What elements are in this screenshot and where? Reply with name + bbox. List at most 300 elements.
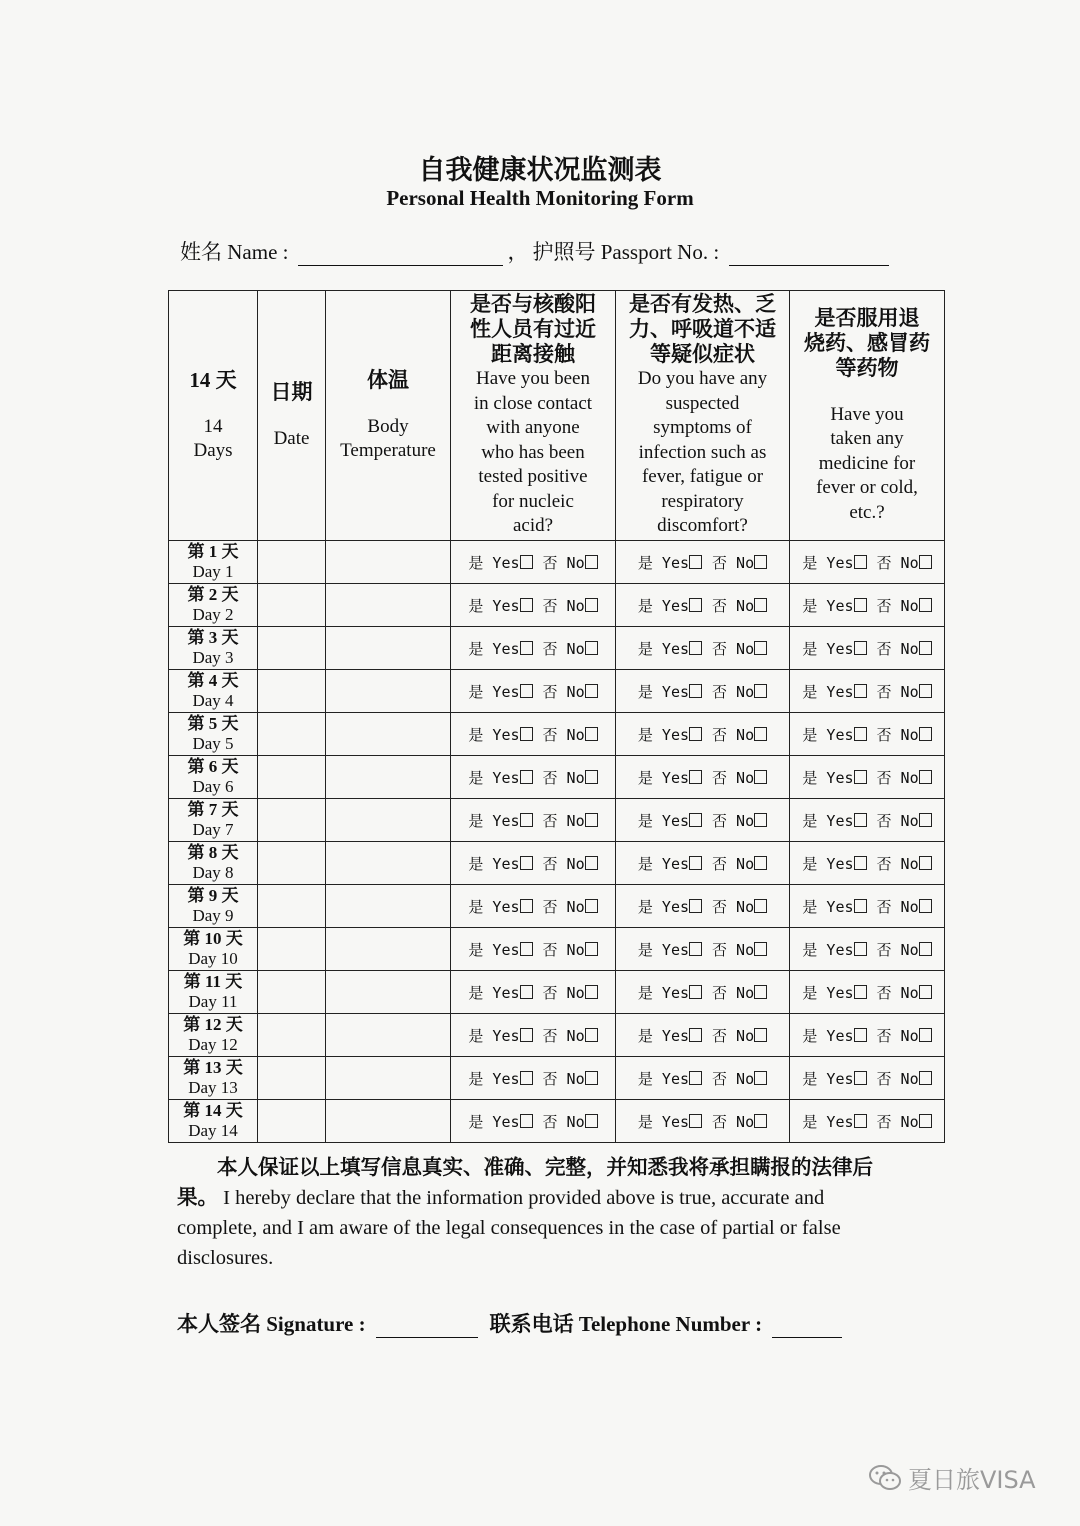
yes-label: 是 Yes [637,553,690,572]
date-cell[interactable] [258,1100,326,1143]
date-cell[interactable] [258,756,326,799]
day-label-cn: 第 11 天 [183,972,243,991]
symptoms-answer-cell [616,713,790,756]
header-cn: 是否服用退 烧药、感冒药 等药物 [804,305,930,380]
passport-label: 护照号 Passport No. : [532,240,720,264]
yes-checkbox[interactable] [854,856,867,870]
yes-checkbox[interactable] [520,942,533,956]
name-field[interactable] [298,241,503,266]
yes-checkbox[interactable] [854,598,867,612]
contact-answer-cell [451,756,616,799]
yes-label: 是 Yes [802,811,854,830]
no-checkbox[interactable] [754,1114,767,1128]
no-checkbox[interactable] [919,813,932,827]
yes-label: 是 Yes [468,768,520,787]
yes-label: 是 Yes [637,897,690,916]
temperature-cell[interactable] [326,541,451,584]
no-checkbox[interactable] [585,555,598,569]
day-label-cn: 第 6 天 [187,757,239,776]
day-label-cn: 第 5 天 [187,714,239,733]
day-label-cn: 第 2 天 [187,585,239,604]
medicine-answer-cell [790,713,945,756]
medicine-answer-cell [790,1014,945,1057]
no-label: 否 No [542,897,585,916]
header-cn: 是否与核酸阳 性人员有过近 距离接触 [470,292,596,367]
yes-label: 是 Yes [637,1026,690,1045]
no-label: 否 No [712,854,755,873]
yes-checkbox[interactable] [854,727,867,741]
yes-label: 是 Yes [637,940,690,959]
no-label: 否 No [712,1069,755,1088]
no-label: 否 No [542,768,585,787]
header-row [169,291,945,541]
temperature-cell[interactable] [326,799,451,842]
yes-checkbox[interactable] [854,684,867,698]
header-cn: 日期 [270,379,313,404]
yes-label: 是 Yes [802,854,854,873]
header-en: Body Temperature [340,415,436,461]
yes-checkbox[interactable] [520,1114,533,1128]
day-cell [169,627,258,670]
contact-answer-cell [451,842,616,885]
no-checkbox[interactable] [919,1114,932,1128]
temperature-cell[interactable] [326,756,451,799]
no-label: 否 No [876,725,919,744]
symptoms-answer-cell [616,842,790,885]
no-checkbox[interactable] [754,985,767,999]
no-checkbox[interactable] [754,727,767,741]
date-cell[interactable] [258,842,326,885]
symptoms-answer-cell [616,928,790,971]
no-label: 否 No [712,725,755,744]
table-row [169,756,945,799]
yes-checkbox[interactable] [854,899,867,913]
no-checkbox[interactable] [585,813,598,827]
no-checkbox[interactable] [919,942,932,956]
day-label-en: Day 11 [188,992,238,1011]
header-cell-0 [169,291,258,541]
yes-label: 是 Yes [802,596,854,615]
no-label: 否 No [876,983,919,1002]
day-cell [169,670,258,713]
yes-checkbox[interactable] [689,727,702,741]
date-cell[interactable] [258,713,326,756]
yes-checkbox[interactable] [689,555,702,569]
no-checkbox[interactable] [754,813,767,827]
temperature-cell[interactable] [326,584,451,627]
contact-answer-cell [451,670,616,713]
phone-field[interactable] [772,1313,842,1338]
table-row [169,1100,945,1143]
no-label: 否 No [876,1069,919,1088]
no-checkbox[interactable] [585,899,598,913]
separator: ， [507,240,529,264]
no-checkbox[interactable] [585,856,598,870]
day-cell [169,713,258,756]
day-cell [169,928,258,971]
symptoms-answer-cell [616,670,790,713]
no-checkbox[interactable] [585,641,598,655]
no-checkbox[interactable] [585,1028,598,1042]
yes-label: 是 Yes [802,1112,854,1131]
no-label: 否 No [712,639,755,658]
yes-checkbox[interactable] [854,813,867,827]
yes-checkbox[interactable] [854,555,867,569]
medicine-answer-cell [790,1057,945,1100]
no-checkbox[interactable] [585,942,598,956]
yes-label: 是 Yes [802,682,854,701]
no-checkbox[interactable] [754,770,767,784]
yes-label: 是 Yes [468,854,520,873]
table-row [169,627,945,670]
no-label: 否 No [876,768,919,787]
no-label: 否 No [876,682,919,701]
symptoms-answer-cell [616,885,790,928]
yes-checkbox[interactable] [689,1114,702,1128]
header-en: 14 Days [193,415,233,461]
yes-label: 是 Yes [468,897,520,916]
no-label: 否 No [542,1069,585,1088]
no-checkbox[interactable] [919,899,932,913]
yes-label: 是 Yes [637,983,690,1002]
day-label-en: Day 9 [192,906,234,925]
day-label-en: Day 12 [188,1035,238,1054]
contact-answer-cell [451,584,616,627]
no-checkbox[interactable] [919,1028,932,1042]
table-row [169,885,945,928]
day-label-en: Day 4 [192,691,234,710]
yes-checkbox[interactable] [689,899,702,913]
medicine-answer-cell [790,842,945,885]
day-cell [169,756,258,799]
no-label: 否 No [876,854,919,873]
day-cell [169,842,258,885]
yes-checkbox[interactable] [689,813,702,827]
no-checkbox[interactable] [754,684,767,698]
yes-checkbox[interactable] [520,985,533,999]
temperature-cell[interactable] [326,713,451,756]
day-label-en: Day 1 [192,562,234,581]
no-label: 否 No [542,553,585,572]
no-label: 否 No [876,940,919,959]
declaration [177,1153,907,1273]
temperature-cell[interactable] [326,885,451,928]
no-checkbox[interactable] [754,1071,767,1085]
yes-label: 是 Yes [637,639,690,658]
medicine-answer-cell [790,670,945,713]
day-label-en: Day 14 [188,1121,238,1140]
no-label: 否 No [712,1112,755,1131]
day-cell [169,1100,258,1143]
yes-checkbox[interactable] [689,598,702,612]
no-checkbox[interactable] [754,942,767,956]
symptoms-answer-cell [616,799,790,842]
date-cell[interactable] [258,928,326,971]
yes-checkbox[interactable] [854,770,867,784]
no-label: 否 No [712,940,755,959]
date-cell[interactable] [258,584,326,627]
no-label: 否 No [542,1112,585,1131]
yes-checkbox[interactable] [520,727,533,741]
signature-line [177,1308,897,1338]
yes-label: 是 Yes [468,811,520,830]
no-label: 否 No [542,940,585,959]
medicine-answer-cell [790,971,945,1014]
no-label: 否 No [542,682,585,701]
yes-label: 是 Yes [802,639,854,658]
symptoms-answer-cell [616,971,790,1014]
table-row [169,670,945,713]
medicine-answer-cell [790,627,945,670]
day-label-cn: 第 8 天 [187,843,239,862]
header-cell-2 [326,291,451,541]
date-cell[interactable] [258,799,326,842]
yes-checkbox[interactable] [520,1028,533,1042]
declaration-en: I hereby declare that the information provided above is true, accurate and complete, and I am aware of the legal consequences in the case of partial or false disclosures. [177,1187,841,1269]
yes-checkbox[interactable] [689,684,702,698]
medicine-answer-cell [790,928,945,971]
day-label-cn: 第 7 天 [187,800,239,819]
yes-checkbox[interactable] [689,1028,702,1042]
yes-checkbox[interactable] [520,813,533,827]
symptoms-answer-cell [616,627,790,670]
contact-answer-cell [451,1014,616,1057]
yes-checkbox[interactable] [854,942,867,956]
no-checkbox[interactable] [585,1071,598,1085]
no-label: 否 No [876,596,919,615]
day-cell [169,1014,258,1057]
header-cell-4 [616,291,790,541]
table-row [169,928,945,971]
day-cell [169,971,258,1014]
medicine-answer-cell [790,1100,945,1143]
no-checkbox[interactable] [754,856,767,870]
day-label-cn: 第 9 天 [187,886,239,905]
day-label-en: Day 3 [192,648,234,667]
header-en: Date [273,427,310,449]
watermark-text: 夏日旅VISA [908,1466,1036,1494]
day-label-en: Day 6 [192,777,234,796]
header-en: Have you taken any medicine for fever or cold, etc.? [816,403,918,523]
no-checkbox[interactable] [919,985,932,999]
no-checkbox[interactable] [585,985,598,999]
day-cell [169,541,258,584]
day-label-cn: 第 13 天 [183,1058,243,1077]
day-cell [169,885,258,928]
no-checkbox[interactable] [754,641,767,655]
table-body [169,541,945,1143]
temperature-cell[interactable] [326,627,451,670]
no-checkbox[interactable] [754,555,767,569]
yes-label: 是 Yes [468,1112,520,1131]
yes-checkbox[interactable] [520,641,533,655]
no-checkbox[interactable] [919,555,932,569]
yes-label: 是 Yes [802,897,854,916]
temperature-cell[interactable] [326,842,451,885]
yes-checkbox[interactable] [689,770,702,784]
no-checkbox[interactable] [585,770,598,784]
medicine-answer-cell [790,885,945,928]
yes-checkbox[interactable] [854,641,867,655]
yes-checkbox[interactable] [689,1071,702,1085]
yes-checkbox[interactable] [689,942,702,956]
watermark [868,1460,1036,1495]
yes-label: 是 Yes [468,1026,520,1045]
yes-checkbox[interactable] [520,598,533,612]
no-checkbox[interactable] [585,1114,598,1128]
table-row [169,842,945,885]
yes-checkbox[interactable] [689,985,702,999]
yes-checkbox[interactable] [689,641,702,655]
no-checkbox[interactable] [919,684,932,698]
yes-label: 是 Yes [802,1069,854,1088]
no-label: 否 No [542,811,585,830]
table-row [169,1057,945,1100]
symptoms-answer-cell [616,584,790,627]
signature-field[interactable] [376,1313,478,1338]
temperature-cell[interactable] [326,928,451,971]
no-label: 否 No [542,983,585,1002]
date-cell[interactable] [258,627,326,670]
yes-checkbox[interactable] [854,1028,867,1042]
yes-checkbox[interactable] [854,985,867,999]
signature-label: 本人签名 Signature : [177,1312,366,1336]
no-checkbox[interactable] [919,727,932,741]
header-cn: 是否有发热、乏 力、呼吸道不适 等疑似症状 [629,292,776,367]
symptoms-answer-cell [616,1014,790,1057]
day-label-en: Day 2 [192,605,234,624]
yes-label: 是 Yes [637,768,690,787]
no-checkbox[interactable] [754,1028,767,1042]
no-label: 否 No [542,854,585,873]
no-checkbox[interactable] [919,856,932,870]
day-label-en: Day 5 [192,734,234,753]
passport-field[interactable] [729,241,889,266]
no-checkbox[interactable] [754,598,767,612]
medicine-answer-cell [790,541,945,584]
phone-label: 联系电话 Telephone Number : [489,1312,763,1336]
yes-label: 是 Yes [802,1026,854,1045]
day-label-en: Day 13 [188,1078,238,1097]
table-row [169,713,945,756]
header-cn: 体温 [367,367,409,392]
contact-answer-cell [451,971,616,1014]
contact-answer-cell [451,1100,616,1143]
yes-label: 是 Yes [637,682,690,701]
date-cell[interactable] [258,1057,326,1100]
day-label-cn: 第 4 天 [187,671,239,690]
contact-answer-cell [451,541,616,584]
day-label-en: Day 7 [192,820,234,839]
yes-checkbox[interactable] [689,856,702,870]
yes-checkbox[interactable] [854,1114,867,1128]
no-checkbox[interactable] [585,684,598,698]
header-en: Do you have any suspected symptoms of infection such as fever, fatigue or respiratory discomfort? [637,368,768,537]
yes-label: 是 Yes [637,811,690,830]
no-checkbox[interactable] [919,598,932,612]
no-label: 否 No [876,1112,919,1131]
symptoms-answer-cell [616,1057,790,1100]
table-row [169,971,945,1014]
yes-label: 是 Yes [802,725,854,744]
yes-checkbox[interactable] [520,856,533,870]
temperature-cell[interactable] [326,1100,451,1143]
yes-label: 是 Yes [468,983,520,1002]
yes-label: 是 Yes [468,940,520,959]
declaration-cn: 本人保证以上填写信息真实、准确、完整，并知悉我将承担瞒报的法律后果。 [177,1157,873,1209]
yes-label: 是 Yes [802,940,854,959]
no-label: 否 No [876,1026,919,1045]
yes-label: 是 Yes [637,1069,690,1088]
no-label: 否 No [712,682,755,701]
health-monitoring-table [168,290,945,1143]
date-cell[interactable] [258,541,326,584]
symptoms-answer-cell [616,541,790,584]
yes-checkbox[interactable] [520,899,533,913]
table-row [169,541,945,584]
medicine-answer-cell [790,756,945,799]
yes-checkbox[interactable] [854,1071,867,1085]
yes-label: 是 Yes [637,1112,690,1131]
table-row [169,1014,945,1057]
date-cell[interactable] [258,1014,326,1057]
yes-label: 是 Yes [468,725,520,744]
medicine-answer-cell [790,799,945,842]
no-label: 否 No [712,1026,755,1045]
no-label: 否 No [712,768,755,787]
no-checkbox[interactable] [585,598,598,612]
no-label: 否 No [876,639,919,658]
date-cell[interactable] [258,885,326,928]
temperature-cell[interactable] [326,1014,451,1057]
no-label: 否 No [712,983,755,1002]
yes-checkbox[interactable] [520,1071,533,1085]
day-label-cn: 第 14 天 [183,1101,243,1120]
day-cell [169,584,258,627]
yes-label: 是 Yes [468,1069,520,1088]
day-label-en: Day 8 [192,863,234,882]
no-checkbox[interactable] [919,1071,932,1085]
no-label: 否 No [712,596,755,615]
page-title-cn: 自我健康状况监测表 [418,155,662,185]
no-label: 否 No [876,553,919,572]
header-en: Have you been in close contact with anyone who has been tested positive for nucleic acid? [473,368,593,537]
date-cell[interactable] [258,971,326,1014]
no-label: 否 No [542,725,585,744]
no-checkbox[interactable] [919,641,932,655]
page-title-en: Personal Health Monitoring Form [386,186,694,210]
yes-checkbox[interactable] [520,555,533,569]
no-checkbox[interactable] [754,899,767,913]
no-checkbox[interactable] [585,727,598,741]
contact-answer-cell [451,928,616,971]
temperature-cell[interactable] [326,670,451,713]
date-cell[interactable] [258,670,326,713]
contact-answer-cell [451,799,616,842]
temperature-cell[interactable] [326,1057,451,1100]
yes-checkbox[interactable] [520,684,533,698]
header-cell-3 [451,291,616,541]
yes-label: 是 Yes [637,725,690,744]
no-checkbox[interactable] [919,770,932,784]
no-label: 否 No [542,596,585,615]
contact-answer-cell [451,713,616,756]
yes-label: 是 Yes [468,553,520,572]
yes-checkbox[interactable] [520,770,533,784]
symptoms-answer-cell [616,756,790,799]
day-label-cn: 第 1 天 [187,542,239,561]
temperature-cell[interactable] [326,971,451,1014]
